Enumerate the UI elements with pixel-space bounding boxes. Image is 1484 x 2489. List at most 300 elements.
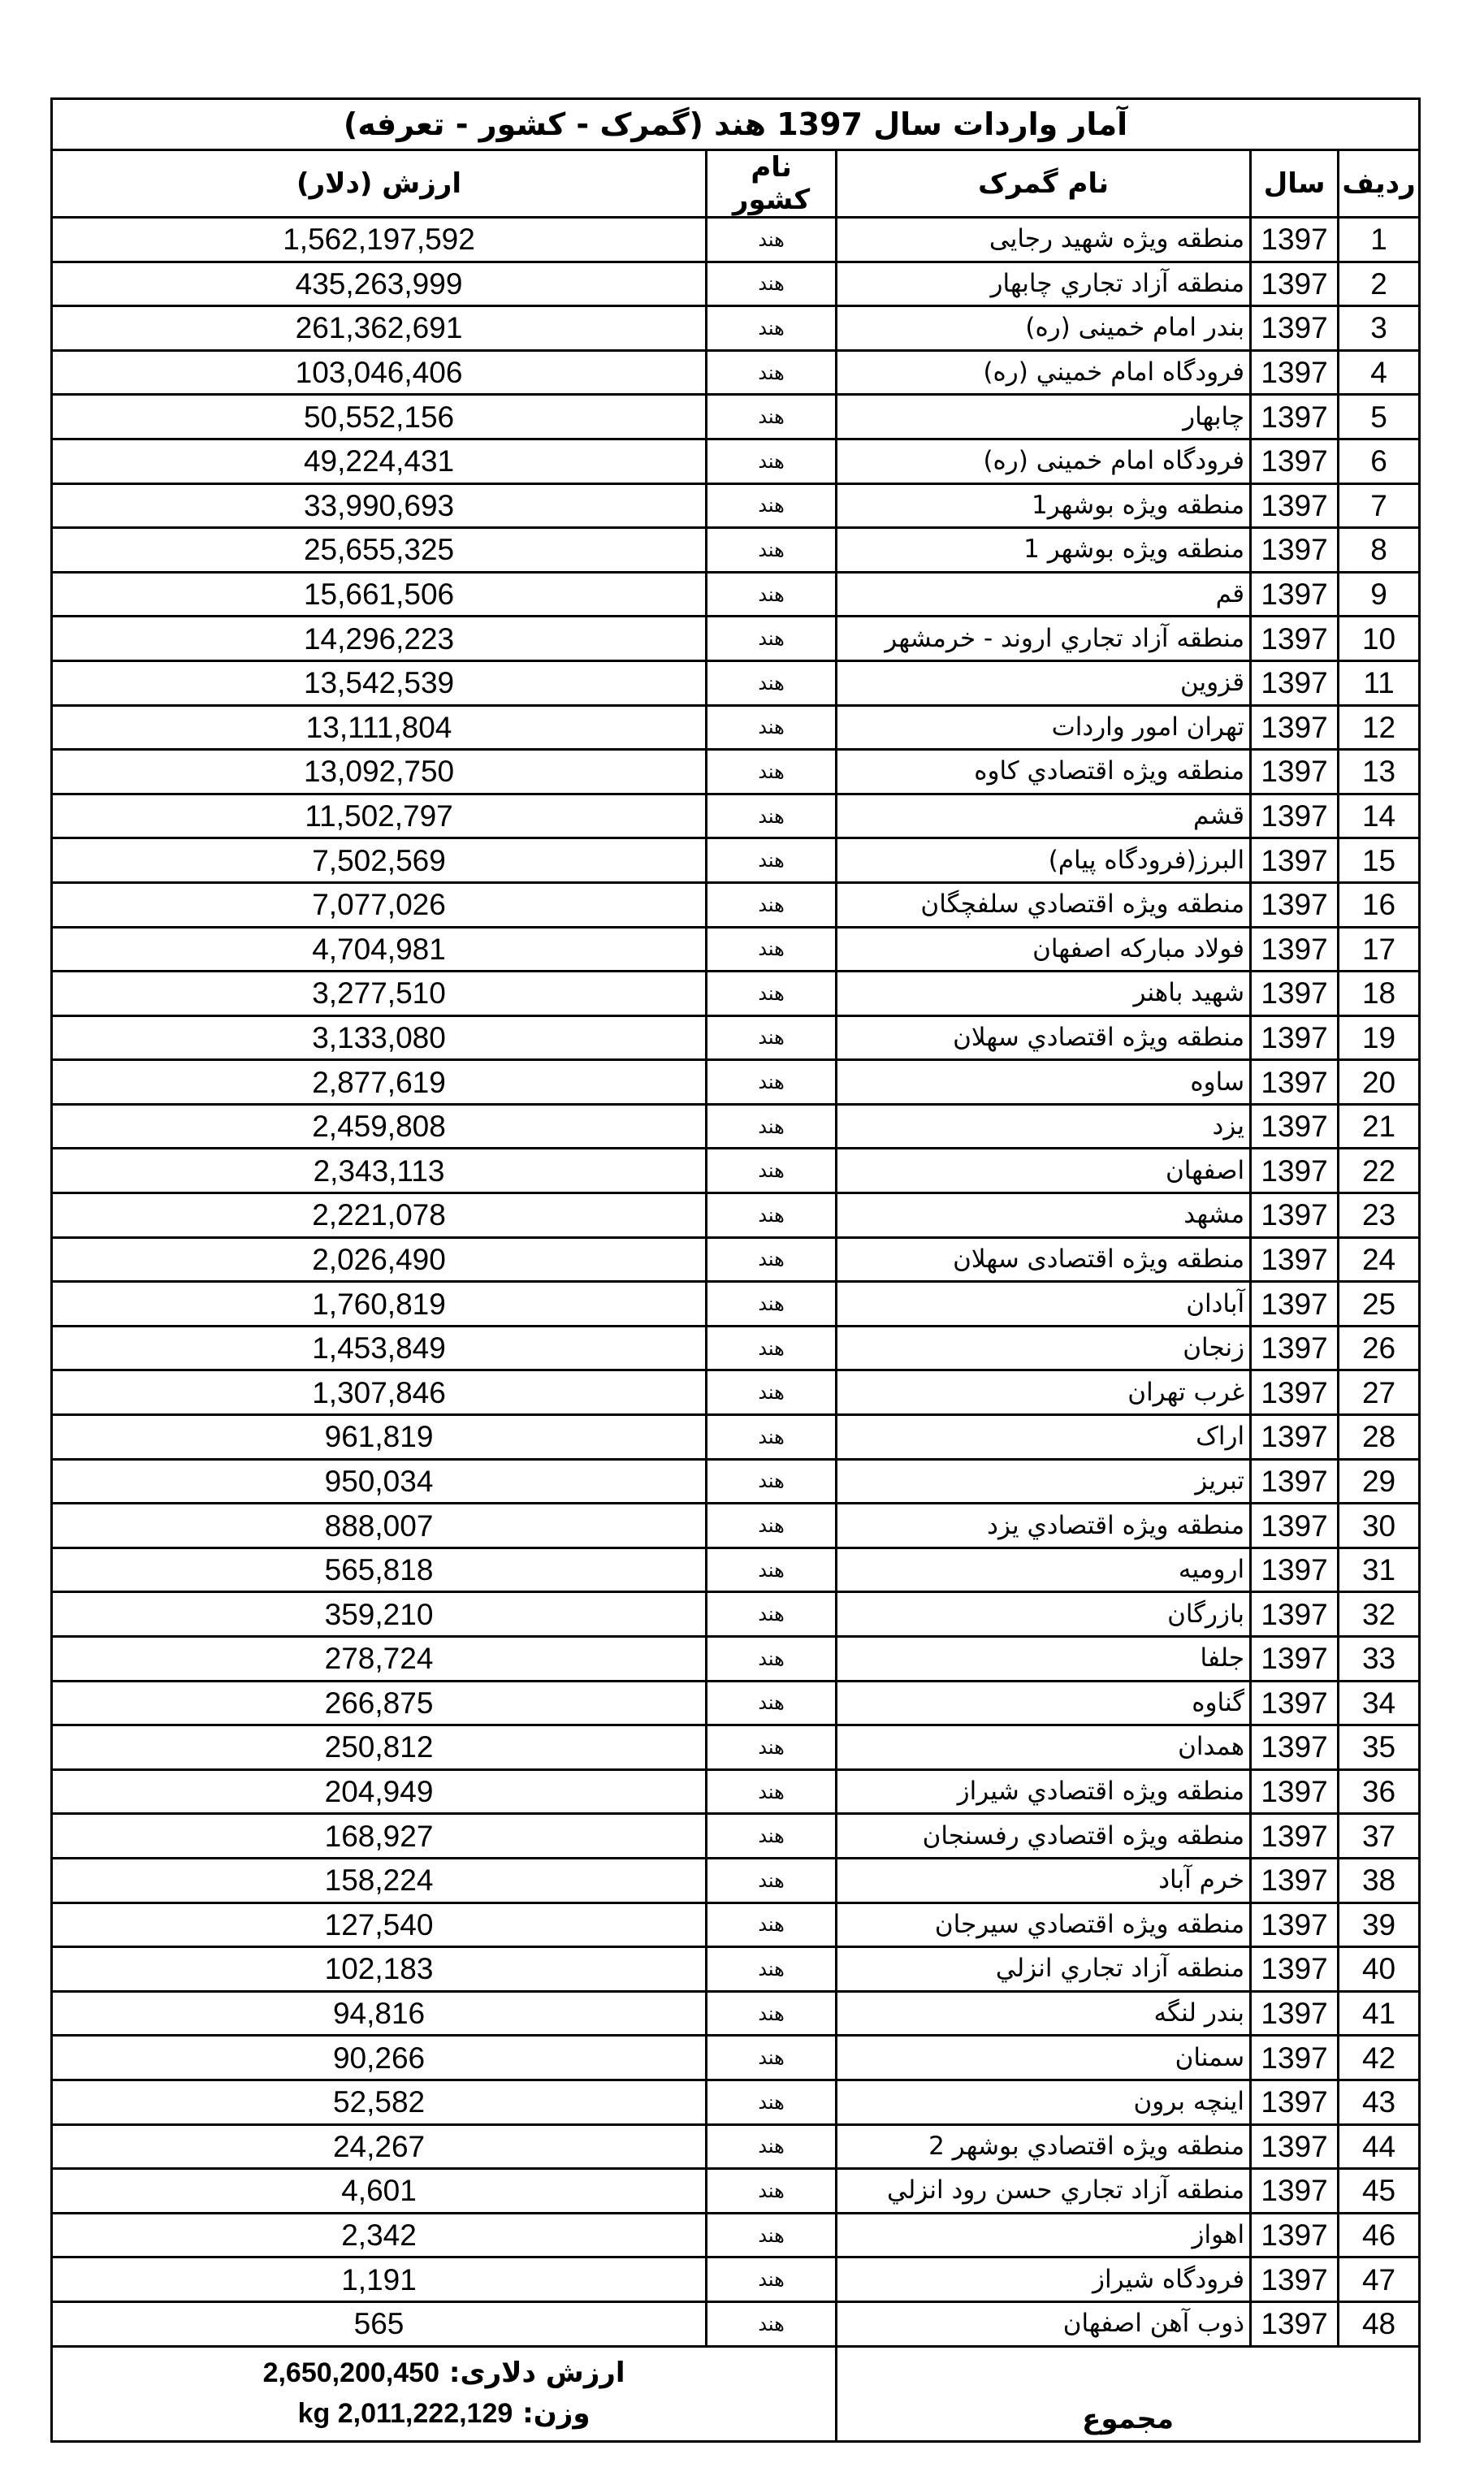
- row-index: 9: [1339, 572, 1420, 617]
- row-value: 14,296,223: [52, 617, 707, 661]
- row-customs-name: فرودگاه امام خميني (ره): [837, 350, 1251, 395]
- row-year: 1397: [1251, 483, 1339, 528]
- row-year: 1397: [1251, 794, 1339, 838]
- row-index: 25: [1339, 1282, 1420, 1327]
- row-customs-name: فرودگاه امام خمینی (ره): [837, 439, 1251, 483]
- row-index: 38: [1339, 1858, 1420, 1902]
- row-year: 1397: [1251, 439, 1339, 483]
- row-year: 1397: [1251, 882, 1339, 927]
- row-year: 1397: [1251, 838, 1339, 883]
- row-customs-name: منطقه ویژه شهید رجایی: [837, 218, 1251, 262]
- row-value: 1,307,846: [52, 1370, 707, 1415]
- row-year: 1397: [1251, 350, 1339, 395]
- table-row: [52, 1637, 1420, 1682]
- total-weight-label: وزن:: [522, 2396, 591, 2430]
- row-country-name: هند: [707, 838, 837, 883]
- row-year: 1397: [1251, 2301, 1339, 2346]
- row-year: 1397: [1251, 1282, 1339, 1327]
- row-index: 37: [1339, 1814, 1420, 1859]
- row-country-name: هند: [707, 262, 837, 306]
- row-value: 435,263,999: [52, 262, 707, 306]
- row-year: 1397: [1251, 1193, 1339, 1238]
- row-customs-name: بازرگان: [837, 1592, 1251, 1637]
- row-country-name: هند: [707, 1858, 837, 1902]
- row-index: 39: [1339, 1902, 1420, 1947]
- row-value: 4,704,981: [52, 927, 707, 972]
- total-weight-line: [53, 2394, 835, 2434]
- table-row: [52, 1902, 1420, 1947]
- row-year: 1397: [1251, 572, 1339, 617]
- row-customs-name: ارومیه: [837, 1548, 1251, 1592]
- row-customs-name: منطقه آزاد تجاري حسن رود انزلي: [837, 2169, 1251, 2214]
- row-index: 20: [1339, 1060, 1420, 1105]
- row-index: 21: [1339, 1104, 1420, 1149]
- row-index: 48: [1339, 2301, 1420, 2346]
- imports-table: [50, 97, 1421, 2443]
- table-row: [52, 395, 1420, 439]
- row-customs-name: اهواز: [837, 2213, 1251, 2257]
- row-country-name: هند: [707, 528, 837, 573]
- row-country-name: هند: [707, 1947, 837, 1992]
- row-index: 18: [1339, 972, 1420, 1016]
- row-value: 961,819: [52, 1415, 707, 1460]
- row-country-name: هند: [707, 439, 837, 483]
- row-value: 204,949: [52, 1769, 707, 1814]
- table-row: [52, 2169, 1420, 2214]
- row-year: 1397: [1251, 1104, 1339, 1149]
- row-index: 27: [1339, 1370, 1420, 1415]
- row-year: 1397: [1251, 1814, 1339, 1859]
- row-customs-name: قشم: [837, 794, 1251, 838]
- table-row: [52, 2213, 1420, 2257]
- row-customs-name: البرز(فرودگاه پیام): [837, 838, 1251, 883]
- table-row: [52, 2257, 1420, 2302]
- row-customs-name: اینچه برون: [837, 2080, 1251, 2124]
- row-country-name: هند: [707, 2036, 837, 2080]
- row-country-name: هند: [707, 2124, 837, 2169]
- row-value: 2,026,490: [52, 1237, 707, 1282]
- row-index: 30: [1339, 1504, 1420, 1548]
- row-year: 1397: [1251, 1902, 1339, 1947]
- row-customs-name: یزد: [837, 1104, 1251, 1149]
- row-country-name: هند: [707, 794, 837, 838]
- row-country-name: هند: [707, 750, 837, 794]
- table-row: [52, 1193, 1420, 1238]
- table-row: [52, 972, 1420, 1016]
- table-row: [52, 2036, 1420, 2080]
- row-index: 47: [1339, 2257, 1420, 2302]
- row-customs-name: منطقه ویژه بوشهر 1: [837, 528, 1251, 573]
- table-row: [52, 1592, 1420, 1637]
- row-index: 32: [1339, 1592, 1420, 1637]
- column-header-index: ردیف: [1339, 150, 1420, 218]
- row-index: 46: [1339, 2213, 1420, 2257]
- row-customs-name: منطقه ويژه اقتصادي رفسنجان: [837, 1814, 1251, 1859]
- row-country-name: هند: [707, 2213, 837, 2257]
- row-year: 1397: [1251, 2257, 1339, 2302]
- row-value: 4,601: [52, 2169, 707, 2214]
- table-row: [52, 1459, 1420, 1504]
- table-row: [52, 1060, 1420, 1105]
- row-year: 1397: [1251, 1592, 1339, 1637]
- row-index: 3: [1339, 306, 1420, 351]
- row-index: 45: [1339, 2169, 1420, 2214]
- row-value: 278,724: [52, 1637, 707, 1682]
- row-value: 266,875: [52, 1681, 707, 1725]
- row-value: 950,034: [52, 1459, 707, 1504]
- row-customs-name: منطقه ويژه اقتصادي سلفچگان: [837, 882, 1251, 927]
- row-customs-name: فرودگاه شیراز: [837, 2257, 1251, 2302]
- table-row: [52, 705, 1420, 750]
- row-customs-name: زنجان: [837, 1326, 1251, 1370]
- row-year: 1397: [1251, 262, 1339, 306]
- column-header-value: ارزش (دلار): [52, 150, 707, 218]
- row-country-name: هند: [707, 617, 837, 661]
- row-value: 13,542,539: [52, 660, 707, 705]
- row-year: 1397: [1251, 2080, 1339, 2124]
- row-customs-name: بندر امام خمینی (ره): [837, 306, 1251, 351]
- row-index: 29: [1339, 1459, 1420, 1504]
- row-year: 1397: [1251, 1858, 1339, 1902]
- row-value: 359,210: [52, 1592, 707, 1637]
- table-row: [52, 1015, 1420, 1060]
- table-row: [52, 1947, 1420, 1992]
- page-title: آمار واردات سال 1397 هند (گمرک - کشور - تعرفه): [52, 99, 1420, 150]
- row-year: 1397: [1251, 1991, 1339, 2036]
- row-index: 41: [1339, 1991, 1420, 2036]
- row-index: 24: [1339, 1237, 1420, 1282]
- row-value: 13,092,750: [52, 750, 707, 794]
- row-index: 19: [1339, 1015, 1420, 1060]
- row-country-name: هند: [707, 1282, 837, 1327]
- row-year: 1397: [1251, 1459, 1339, 1504]
- row-value: 3,277,510: [52, 972, 707, 1016]
- row-country-name: هند: [707, 2257, 837, 2302]
- row-customs-name: اصفهان: [837, 1149, 1251, 1193]
- row-value: 25,655,325: [52, 528, 707, 573]
- row-value: 24,267: [52, 2124, 707, 2169]
- row-value: 102,183: [52, 1947, 707, 1992]
- row-value: 2,459,808: [52, 1104, 707, 1149]
- row-country-name: هند: [707, 572, 837, 617]
- column-header-year: سال: [1251, 150, 1339, 218]
- row-year: 1397: [1251, 1415, 1339, 1460]
- row-index: 14: [1339, 794, 1420, 838]
- row-customs-name: منطقه آزاد تجاري انزلي: [837, 1947, 1251, 1992]
- row-value: 565: [52, 2301, 707, 2346]
- row-country-name: هند: [707, 1015, 837, 1060]
- row-country-name: هند: [707, 972, 837, 1016]
- row-index: 13: [1339, 750, 1420, 794]
- row-year: 1397: [1251, 306, 1339, 351]
- row-customs-name: منطقه ويژه بوشهر1: [837, 483, 1251, 528]
- table-row: [52, 660, 1420, 705]
- table-row: [52, 927, 1420, 972]
- row-customs-name: منطقه ويژه اقتصادي کاوه: [837, 750, 1251, 794]
- table-row: [52, 483, 1420, 528]
- table-row: [52, 1681, 1420, 1725]
- row-country-name: هند: [707, 306, 837, 351]
- row-customs-name: تبریز: [837, 1459, 1251, 1504]
- row-index: 35: [1339, 1725, 1420, 1770]
- row-customs-name: فولاد مبارکه اصفهان: [837, 927, 1251, 972]
- row-country-name: هند: [707, 1326, 837, 1370]
- table-row: [52, 218, 1420, 262]
- row-index: 43: [1339, 2080, 1420, 2124]
- row-customs-name: قم: [837, 572, 1251, 617]
- table-row: [52, 572, 1420, 617]
- row-value: 49,224,431: [52, 439, 707, 483]
- row-value: 7,502,569: [52, 838, 707, 883]
- row-year: 1397: [1251, 528, 1339, 573]
- row-year: 1397: [1251, 1548, 1339, 1592]
- row-customs-name: غرب تهران: [837, 1370, 1251, 1415]
- row-index: 44: [1339, 2124, 1420, 2169]
- table-row: [52, 2301, 1420, 2346]
- row-value: 1,562,197,592: [52, 218, 707, 262]
- row-year: 1397: [1251, 1769, 1339, 1814]
- table-row: [52, 1991, 1420, 2036]
- table-row: [52, 2080, 1420, 2124]
- table-row: [52, 1282, 1420, 1327]
- row-value: 127,540: [52, 1902, 707, 1947]
- row-index: 12: [1339, 705, 1420, 750]
- row-year: 1397: [1251, 395, 1339, 439]
- row-country-name: هند: [707, 483, 837, 528]
- row-index: 42: [1339, 2036, 1420, 2080]
- table-row: [52, 617, 1420, 661]
- row-country-name: هند: [707, 1370, 837, 1415]
- row-year: 1397: [1251, 705, 1339, 750]
- row-value: 1,760,819: [52, 1282, 707, 1327]
- column-header-customs: نام گمرک: [837, 150, 1251, 218]
- row-value: 7,077,026: [52, 882, 707, 927]
- row-value: 11,502,797: [52, 794, 707, 838]
- row-index: 2: [1339, 262, 1420, 306]
- row-country-name: هند: [707, 1504, 837, 1548]
- row-year: 1397: [1251, 1149, 1339, 1193]
- row-country-name: هند: [707, 660, 837, 705]
- row-customs-name: گناوه: [837, 1681, 1251, 1725]
- row-customs-name: منطقه آزاد تجاري اروند - خرمشهر: [837, 617, 1251, 661]
- row-index: 5: [1339, 395, 1420, 439]
- table-row: [52, 2124, 1420, 2169]
- row-value: 13,111,804: [52, 705, 707, 750]
- row-customs-name: اراک: [837, 1415, 1251, 1460]
- row-customs-name: همدان: [837, 1725, 1251, 1770]
- row-country-name: هند: [707, 1725, 837, 1770]
- row-customs-name: منطقه ويژه اقتصادي سيرجان: [837, 1902, 1251, 1947]
- row-index: 31: [1339, 1548, 1420, 1592]
- table-header: [52, 150, 1420, 218]
- table-row: [52, 1415, 1420, 1460]
- row-country-name: هند: [707, 1149, 837, 1193]
- row-index: 4: [1339, 350, 1420, 395]
- row-index: 7: [1339, 483, 1420, 528]
- row-value: 158,224: [52, 1858, 707, 1902]
- table-row: [52, 1858, 1420, 1902]
- row-customs-name: منطقه ویژه اقتصادی سهلان: [837, 1237, 1251, 1282]
- table-row: [52, 882, 1420, 927]
- row-year: 1397: [1251, 2169, 1339, 2214]
- row-value: 1,453,849: [52, 1326, 707, 1370]
- row-index: 28: [1339, 1415, 1420, 1460]
- row-value: 2,342: [52, 2213, 707, 2257]
- row-customs-name: مشهد: [837, 1193, 1251, 1238]
- row-year: 1397: [1251, 1725, 1339, 1770]
- row-value: 3,133,080: [52, 1015, 707, 1060]
- row-year: 1397: [1251, 1504, 1339, 1548]
- row-year: 1397: [1251, 1015, 1339, 1060]
- row-value: 15,661,506: [52, 572, 707, 617]
- row-year: 1397: [1251, 2124, 1339, 2169]
- row-country-name: هند: [707, 395, 837, 439]
- table-row: [52, 1104, 1420, 1149]
- total-weight: kg 2,011,222,129: [297, 2397, 513, 2429]
- table-row: [52, 439, 1420, 483]
- row-value: 261,362,691: [52, 306, 707, 351]
- row-customs-name: قزوین: [837, 660, 1251, 705]
- row-country-name: هند: [707, 350, 837, 395]
- row-year: 1397: [1251, 2213, 1339, 2257]
- row-value: 52,582: [52, 2080, 707, 2124]
- table-row: [52, 1326, 1420, 1370]
- row-year: 1397: [1251, 927, 1339, 972]
- row-country-name: هند: [707, 1060, 837, 1105]
- column-header-country: نام کشور: [707, 150, 837, 218]
- row-index: 6: [1339, 439, 1420, 483]
- total-value-line: [53, 2353, 835, 2393]
- row-value: 250,812: [52, 1725, 707, 1770]
- row-value: 1,191: [52, 2257, 707, 2302]
- row-year: 1397: [1251, 750, 1339, 794]
- row-country-name: هند: [707, 1193, 837, 1238]
- row-index: 1: [1339, 218, 1420, 262]
- row-year: 1397: [1251, 1370, 1339, 1415]
- row-year: 1397: [1251, 1947, 1339, 1992]
- row-index: 16: [1339, 882, 1420, 927]
- row-year: 1397: [1251, 660, 1339, 705]
- total-label: مجموع: [837, 2346, 1420, 2441]
- row-value: 888,007: [52, 1504, 707, 1548]
- row-customs-name: منطقه ويژه اقتصادي شيراز: [837, 1769, 1251, 1814]
- table-row: [52, 1504, 1420, 1548]
- row-country-name: هند: [707, 882, 837, 927]
- row-year: 1397: [1251, 218, 1339, 262]
- total-value: 2,650,200,450: [262, 2357, 439, 2389]
- row-country-name: هند: [707, 2080, 837, 2124]
- row-index: 26: [1339, 1326, 1420, 1370]
- row-customs-name: منطقه ويژه اقتصادي سهلان: [837, 1015, 1251, 1060]
- row-year: 1397: [1251, 1637, 1339, 1682]
- row-country-name: هند: [707, 218, 837, 262]
- table-row: [52, 1237, 1420, 1282]
- table-row: [52, 838, 1420, 883]
- row-customs-name: بندر لنگه: [837, 1991, 1251, 2036]
- row-customs-name: منطقه آزاد تجاري چابهار: [837, 262, 1251, 306]
- row-value: 2,221,078: [52, 1193, 707, 1238]
- row-country-name: هند: [707, 1104, 837, 1149]
- row-country-name: هند: [707, 1991, 837, 2036]
- row-year: 1397: [1251, 1060, 1339, 1105]
- table-row: [52, 1725, 1420, 1770]
- row-value: 2,343,113: [52, 1149, 707, 1193]
- row-value: 168,927: [52, 1814, 707, 1859]
- row-customs-name: خرم آباد: [837, 1858, 1251, 1902]
- row-customs-name: منطقه ويژه اقتصادي بوشهر 2: [837, 2124, 1251, 2169]
- table-row: [52, 306, 1420, 351]
- row-index: 15: [1339, 838, 1420, 883]
- row-value: 565,818: [52, 1548, 707, 1592]
- row-year: 1397: [1251, 2036, 1339, 2080]
- row-year: 1397: [1251, 1237, 1339, 1282]
- row-country-name: هند: [707, 1459, 837, 1504]
- row-index: 17: [1339, 927, 1420, 972]
- row-value: 90,266: [52, 2036, 707, 2080]
- row-value: 2,877,619: [52, 1060, 707, 1105]
- row-value: 94,816: [52, 1991, 707, 2036]
- table-row: [52, 750, 1420, 794]
- table-row: [52, 350, 1420, 395]
- table-row: [52, 528, 1420, 573]
- total-value-label: ارزش دلاری:: [448, 2357, 625, 2390]
- row-country-name: هند: [707, 1637, 837, 1682]
- row-index: 8: [1339, 528, 1420, 573]
- row-country-name: هند: [707, 1548, 837, 1592]
- row-index: 11: [1339, 660, 1420, 705]
- table-row: [52, 1769, 1420, 1814]
- row-index: 23: [1339, 1193, 1420, 1238]
- table-row: [52, 1370, 1420, 1415]
- row-country-name: هند: [707, 1902, 837, 1947]
- row-country-name: هند: [707, 927, 837, 972]
- row-year: 1397: [1251, 1681, 1339, 1725]
- total-row: [52, 2346, 1420, 2441]
- total-summary: [52, 2346, 837, 2441]
- row-customs-name: چابهار: [837, 395, 1251, 439]
- row-year: 1397: [1251, 1326, 1339, 1370]
- row-country-name: هند: [707, 2169, 837, 2214]
- row-customs-name: سمنان: [837, 2036, 1251, 2080]
- row-country-name: هند: [707, 1415, 837, 1460]
- row-country-name: هند: [707, 1769, 837, 1814]
- row-index: 40: [1339, 1947, 1420, 1992]
- row-index: 36: [1339, 1769, 1420, 1814]
- row-index: 22: [1339, 1149, 1420, 1193]
- table-row: [52, 262, 1420, 306]
- row-index: 10: [1339, 617, 1420, 661]
- row-index: 33: [1339, 1637, 1420, 1682]
- row-country-name: هند: [707, 1814, 837, 1859]
- row-customs-name: تهران امور واردات: [837, 705, 1251, 750]
- row-year: 1397: [1251, 972, 1339, 1016]
- table-row: [52, 1548, 1420, 1592]
- row-country-name: هند: [707, 1592, 837, 1637]
- row-index: 34: [1339, 1681, 1420, 1725]
- row-customs-name: ذوب آهن اصفهان: [837, 2301, 1251, 2346]
- row-year: 1397: [1251, 617, 1339, 661]
- row-value: 103,046,406: [52, 350, 707, 395]
- row-country-name: هند: [707, 2301, 837, 2346]
- row-country-name: هند: [707, 705, 837, 750]
- row-country-name: هند: [707, 1237, 837, 1282]
- table-row: [52, 794, 1420, 838]
- row-customs-name: جلفا: [837, 1637, 1251, 1682]
- row-country-name: هند: [707, 1681, 837, 1725]
- row-customs-name: آبادان: [837, 1282, 1251, 1327]
- table-row: [52, 1149, 1420, 1193]
- row-value: 33,990,693: [52, 483, 707, 528]
